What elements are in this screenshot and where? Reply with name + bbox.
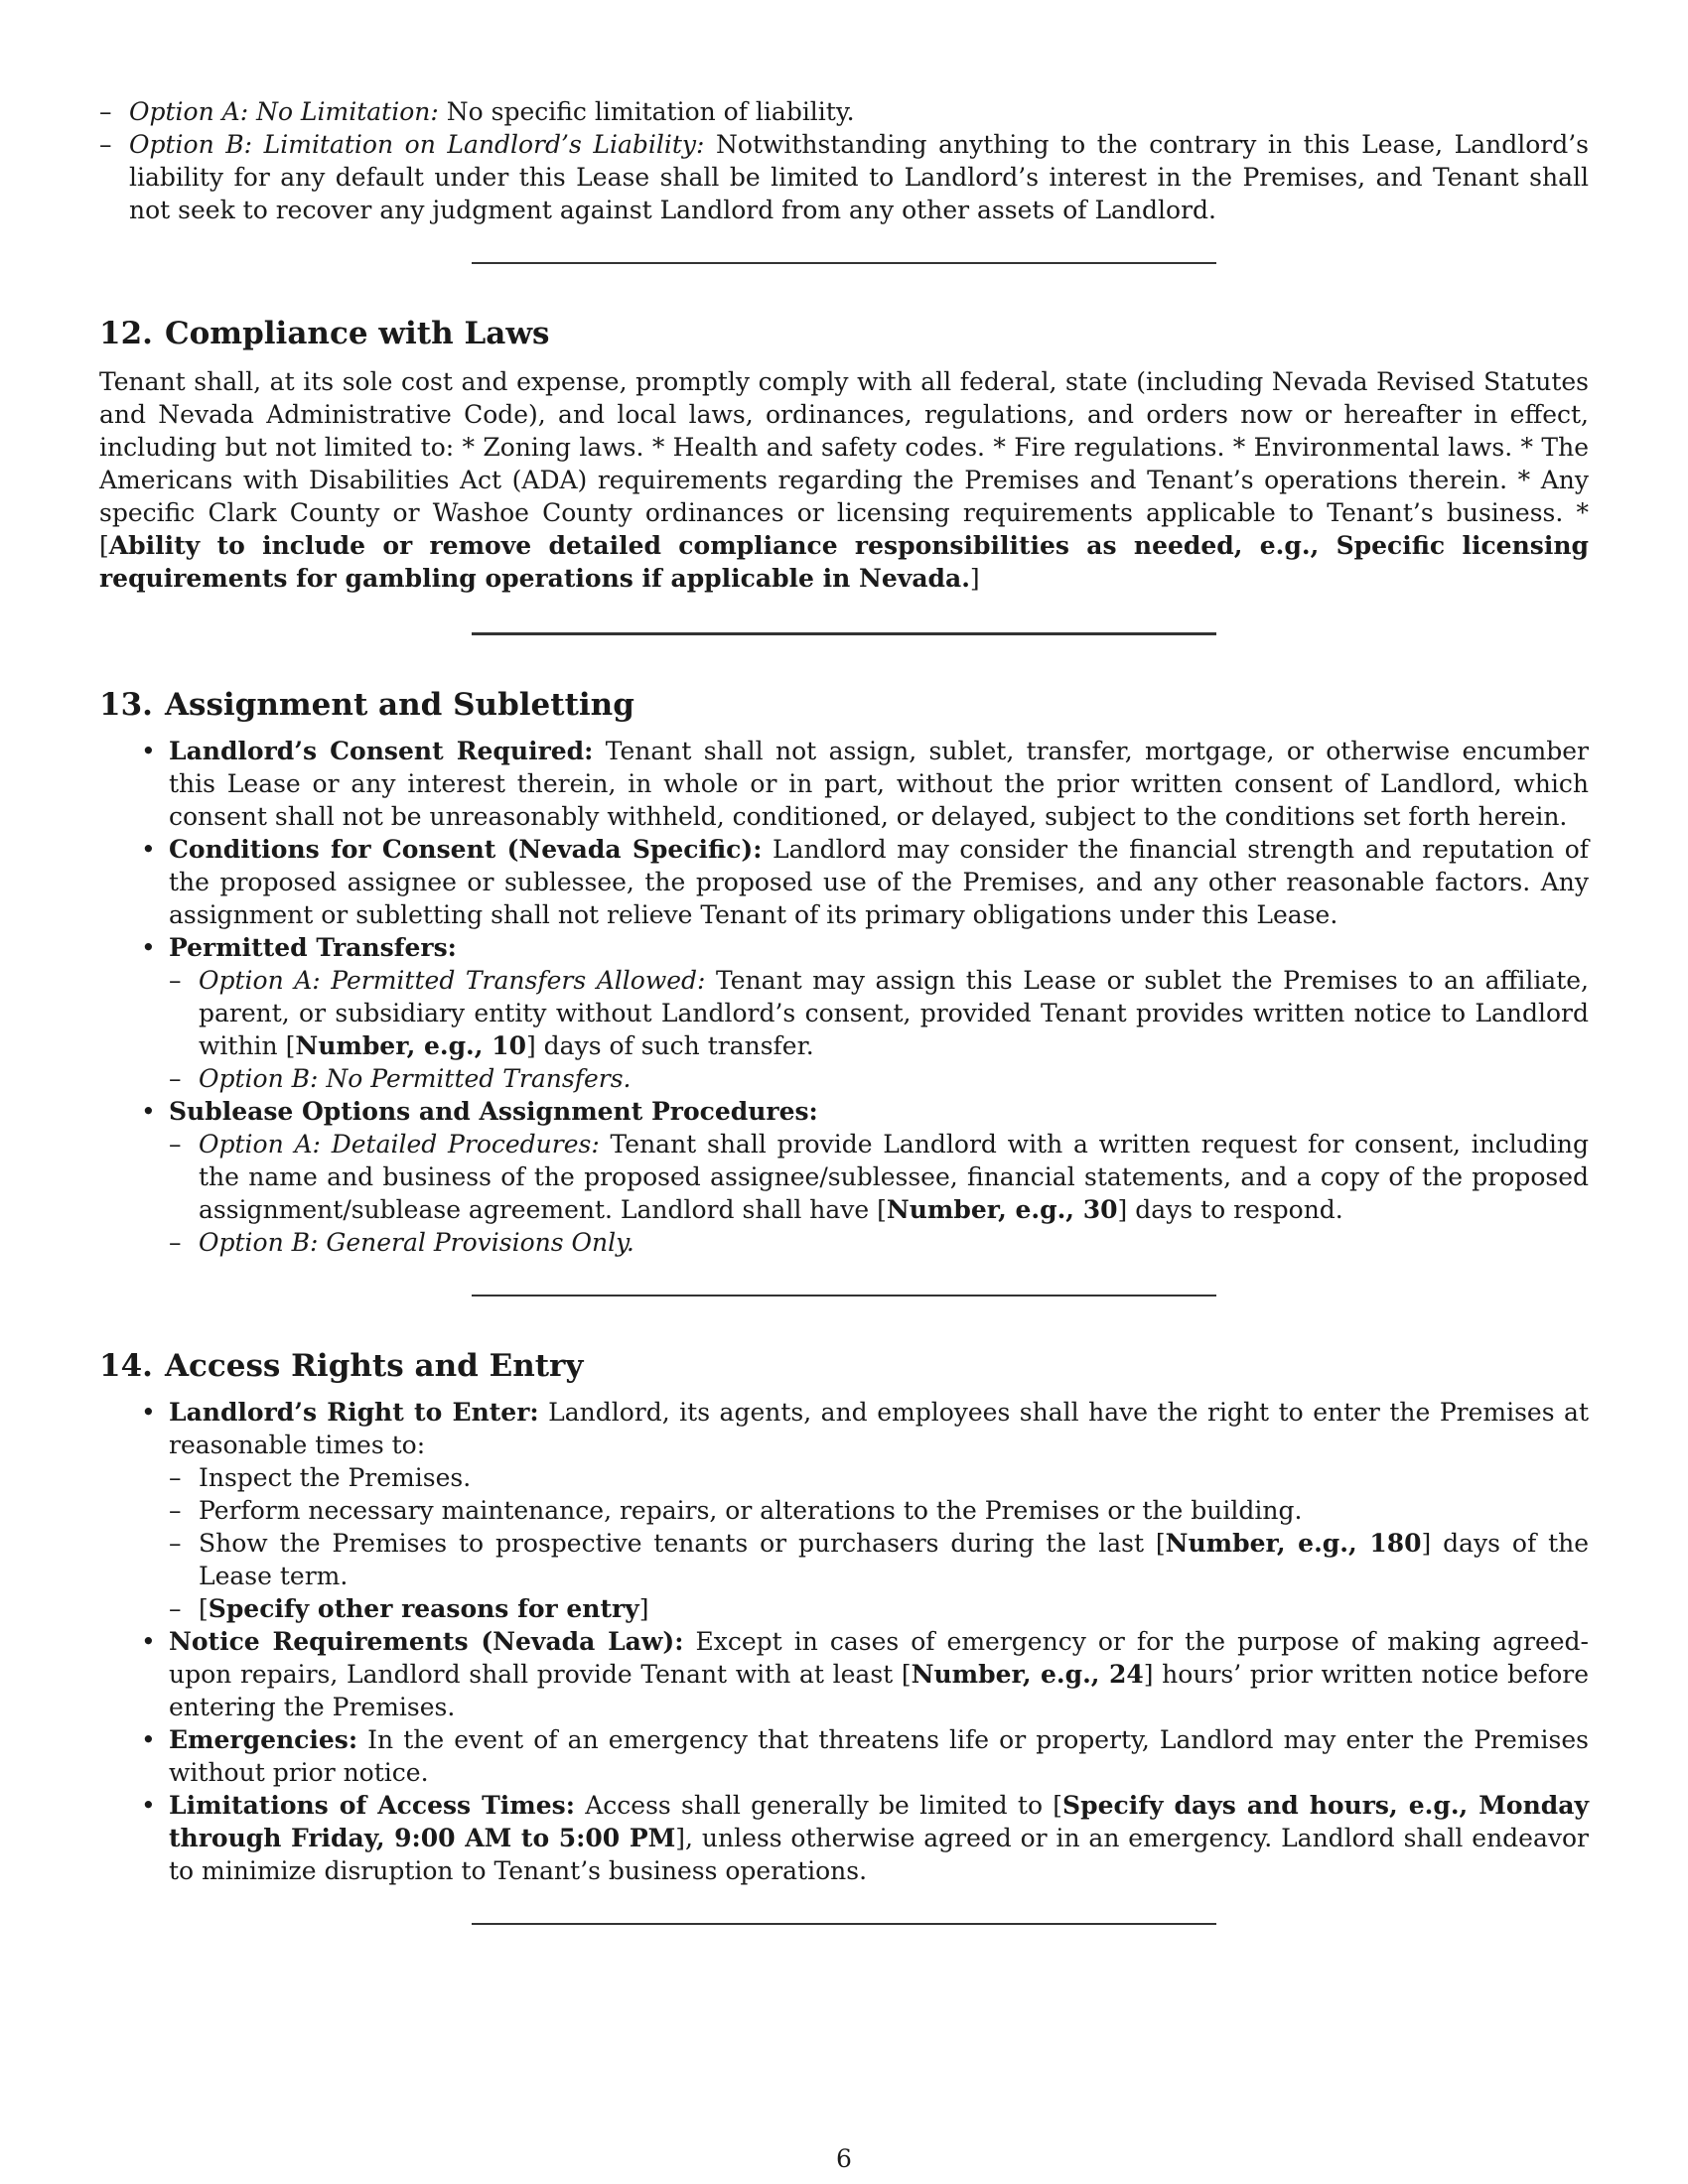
list-item: • Notice Requirements (Nevada Law): Except in cases of emergency or for the purpose of making agreed-upon repairs, Landlord shall provide Tenant with at least [Number, e.g., 24] hours’ prior written notice before entering the Premises. — [99, 1625, 1589, 1723]
section-divider — [472, 262, 1216, 264]
list-item: – Option B: No Permitted Transfers. — [169, 1062, 1589, 1095]
section-divider — [472, 1923, 1216, 1925]
list-item: • Landlord’s Right to Enter: Landlord, its agents, and employees shall have the right to enter the Premises at reasonable times to: – Inspect the Premises. – Perform necessary maintenance, repairs, or alterations to the Premises or the building. – Show the Premises to prospective tenants or purchasers during the last [Number, e.g., 180] days of the Lease term. – [Specify other reasons for entry] — [99, 1396, 1589, 1625]
list-item: – Perform necessary maintenance, repairs, or alterations to the Premises or the building. — [169, 1494, 1589, 1527]
section-heading-14: 14. Access Rights and Entry — [99, 1348, 584, 1384]
section-heading-12: 12. Compliance with Laws — [99, 316, 550, 351]
list-item: • Landlord’s Consent Required: Tenant shall not assign, sublet, transfer, mortgage, or otherwise encumber this Lease or any interest therein, in whole or in part, without the prior written consent of Landlord, which consent shall not be unreasonably withheld, conditioned, or delayed, subject to the conditions set forth herein. — [99, 735, 1589, 833]
section-14-list — [99, 1396, 1589, 1887]
liability-options-list — [99, 95, 1589, 226]
permitted-transfers-options — [169, 964, 1589, 1095]
list-item: • Sublease Options and Assignment Procedures: – Option A: Detailed Procedures: Tenant shall provide Landlord with a written request for consent, including the name and business of the proposed assignee/sublessee, financial statements, and a copy of the proposed assignment/sublease agreement. Landlord shall have [Number, e.g., 30] days to respond. – Option B: General Provisions Only. — [99, 1095, 1589, 1259]
list-item: • Permitted Transfers: – Option A: Permitted Transfers Allowed: Tenant may assign this Lease or sublet the Premises to an affiliate, parent, or subsidiary entity without Landlord’s consent, provided Tenant provides written notice to Landlord within [Number, e.g., 10] days of such transfer. – Option B: No Permitted Transfers. — [99, 931, 1589, 1095]
section-13-list — [99, 735, 1589, 1259]
list-item: – Option A: No Limitation: No specific limitation of liability. — [99, 95, 1589, 128]
section-12-body: Tenant shall, at its sole cost and expense, promptly comply with all federal, state (including Nevada Revised Statutes and Nevada Administrative Code), and local laws, ordinances, regulations, and orders now or hereafter in effect, including but not limited to: * Zoning laws. * Health and safety codes. * Fire regulations. * Environmental laws. * The Americans with Disabilities Act (ADA) requirements regarding the Premises and Tenant’s operations therein. * Any specific Clark County or Washoe County ordinances or licensing requirements applicable to Tenant’s business. * [Ability to include or remove detailed compliance responsibilities as needed, e.g., Specific licensing requirements for gambling operations if applicable in Nevada.] — [99, 367, 1589, 593]
list-item: – Inspect the Premises. — [169, 1461, 1589, 1494]
list-item: – Option A: Permitted Transfers Allowed: Tenant may assign this Lease or sublet the Premises to an affiliate, parent, or subsidiary entity without Landlord’s consent, provided Tenant provides written notice to Landlord within [Number, e.g., 10] days of such transfer. — [169, 964, 1589, 1062]
list-item: • Emergencies: In the event of an emergency that threatens life or property, Landlord may enter the Premises without prior notice. — [99, 1723, 1589, 1789]
list-item: – [Specify other reasons for entry] — [169, 1592, 1589, 1625]
entry-reasons-list — [169, 1461, 1589, 1625]
section-divider — [472, 632, 1216, 635]
page-number: 6 — [836, 2144, 852, 2173]
list-item: – Option A: Detailed Procedures: Tenant shall provide Landlord with a written request for consent, including the name and business of the proposed assignee/sublessee, financial statements, and a copy of the proposed assignment/sublease agreement. Landlord shall have [Number, e.g., 30] days to respond. — [169, 1128, 1589, 1226]
list-item: – Option B: General Provisions Only. — [169, 1226, 1589, 1259]
document-page — [99, 95, 1589, 1925]
section-heading-13: 13. Assignment and Subletting — [99, 687, 634, 723]
list-item: • Limitations of Access Times: Access shall generally be limited to [Specify days and hours, e.g., Monday through Friday, 9:00 AM to 5:00 PM], unless otherwise agreed or in an emergency. Landlord shall endeavor to minimize disruption to Tenant’s business operations. — [99, 1789, 1589, 1887]
section-divider — [472, 1295, 1216, 1297]
list-item: • Conditions for Consent (Nevada Specific): Landlord may consider the financial strength and reputation of the proposed assignee or sublessee, the proposed use of the Premises, and any other reasonable factors. Any assignment or subletting shall not relieve Tenant of its primary obligations under this Lease. — [99, 833, 1589, 931]
list-item: – Show the Premises to prospective tenants or purchasers during the last [Number, e.g., 180] days of the Lease term. — [169, 1527, 1589, 1592]
list-item: – Option B: Limitation on Landlord’s Liability: Notwithstanding anything to the contrary in this Lease, Landlord’s liability for any default under this Lease shall be limited to Landlord’s interest in the Premises, and Tenant shall not seek to recover any judgment against Landlord from any other assets of Landlord. — [99, 128, 1589, 226]
sublease-options — [169, 1128, 1589, 1259]
